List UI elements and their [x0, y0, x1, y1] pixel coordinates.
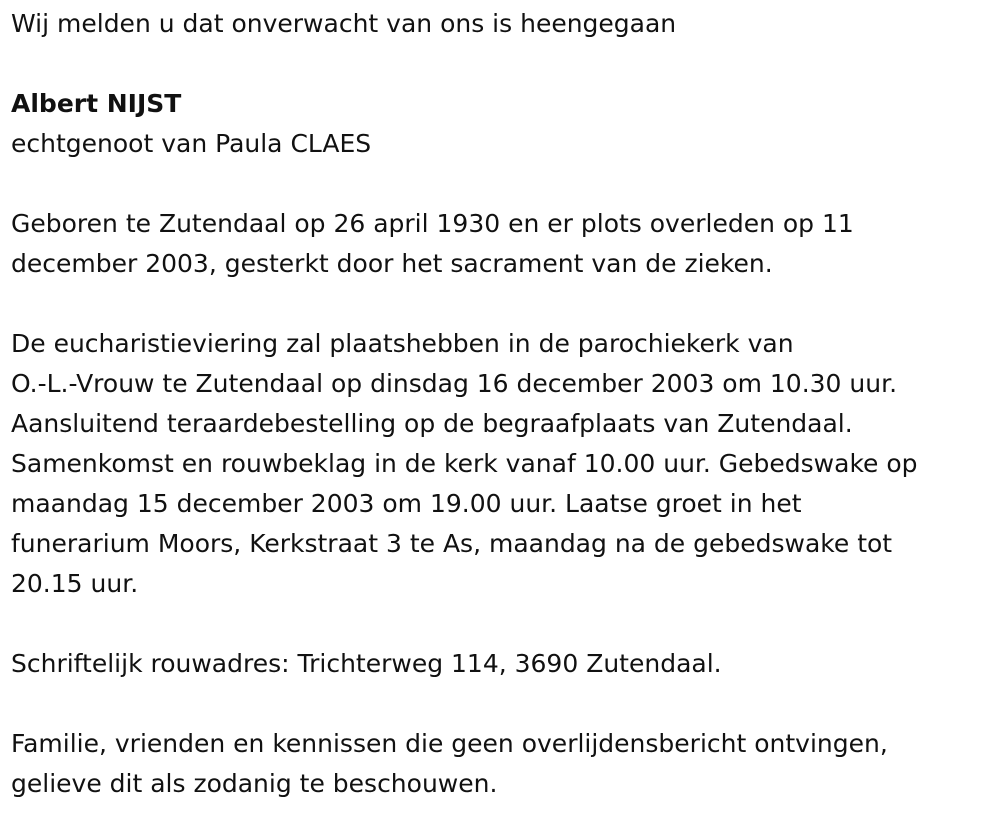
- deceased-name: Albert NIJST: [11, 89, 182, 118]
- closing-line-1: Familie, vrienden en kennissen die geen overlijdensbericht ontvingen,: [11, 729, 888, 758]
- ceremony-line-2: O.-L.-Vrouw te Zutendaal op dinsdag 16 december 2003 om 10.30 uur.: [11, 369, 898, 398]
- spacer: [11, 284, 1000, 324]
- intro-text: Wij melden u dat onverwacht van ons is heengegaan: [11, 9, 677, 38]
- ceremony-line-4: Samenkomst en rouwbeklag in de kerk vanaf 10.00 uur. Gebedswake op: [11, 449, 918, 478]
- spacer: [11, 164, 1000, 204]
- ceremony-line-5: maandag 15 december 2003 om 19.00 uur. Laatse groet in het: [11, 489, 802, 518]
- ceremony-line-6: funerarium Moors, Kerkstraat 3 te As, maandag na de gebedswake tot: [11, 529, 893, 558]
- birth-death-line-2: december 2003, gesterkt door het sacrament van de zieken.: [11, 249, 773, 278]
- ceremony-line-3: Aansluitend teraardebestelling op de begraafplaats van Zutendaal.: [11, 409, 853, 438]
- ceremony-line-1: De eucharistieviering zal plaatshebben in de parochiekerk van: [11, 329, 794, 358]
- closing-line-2: gelieve dit als zodanig te beschouwen.: [11, 769, 498, 798]
- ceremony-line-7: 20.15 uur.: [11, 569, 139, 598]
- spacer: [11, 604, 1000, 644]
- mourning-address: Schriftelijk rouwadres: Trichterweg 114, 3690 Zutendaal.: [11, 649, 722, 678]
- spouse-text: echtgenoot van Paula CLAES: [11, 129, 372, 158]
- birth-death-line-1: Geboren te Zutendaal op 26 april 1930 en er plots overleden op 11: [11, 209, 854, 238]
- spacer: [11, 44, 1000, 84]
- spacer: [11, 684, 1000, 724]
